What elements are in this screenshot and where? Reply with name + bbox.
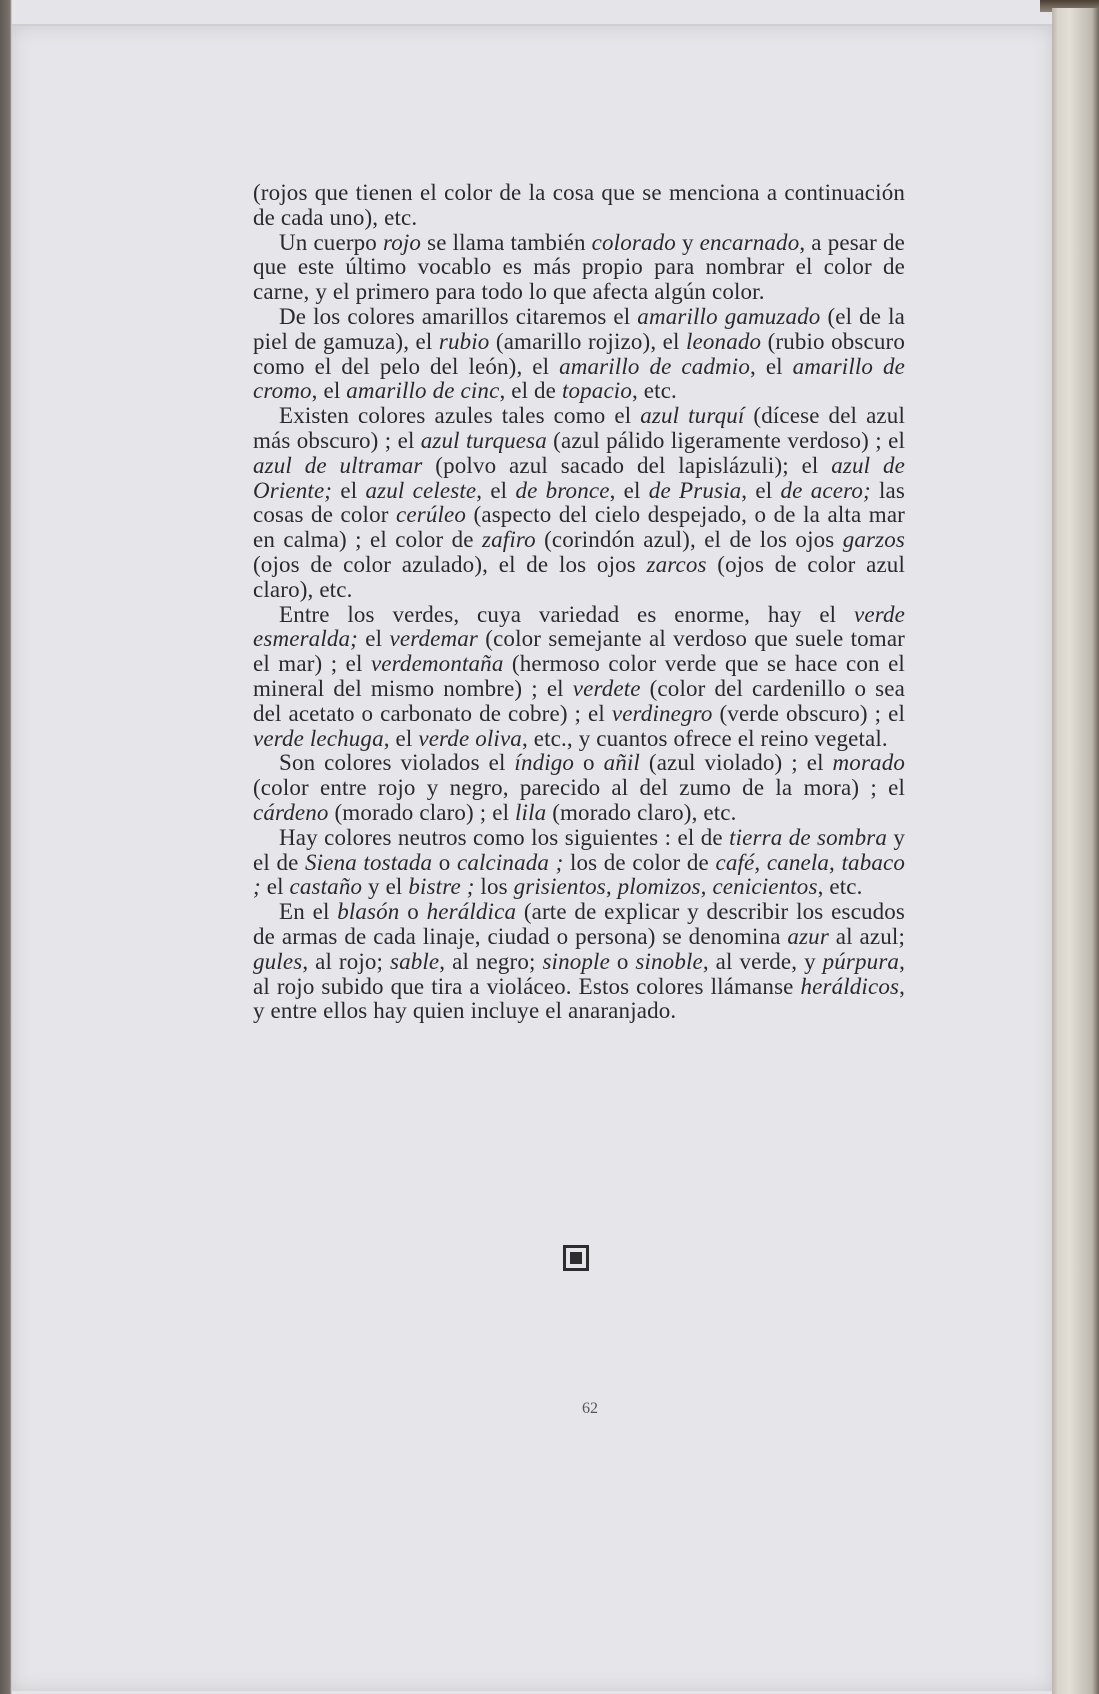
italic-term: tierra de sombra <box>729 824 887 850</box>
text-run: (color entre rojo y negro, parecido al del zumo de la mora) ; el <box>253 775 905 801</box>
text-run: o <box>574 750 604 776</box>
italic-term: verdemar <box>389 626 478 652</box>
text-run: (rubio obscuro como el del pelo del león), el <box>253 328 905 379</box>
italic-term: cárdeno <box>253 799 329 825</box>
italic-term: garzos <box>842 527 905 553</box>
text-run: (morado claro) ; el <box>328 799 516 825</box>
italic-term: grisientos, plomizos, cenicientos <box>513 874 818 900</box>
text-run: (azul violado) ; el <box>639 750 833 776</box>
italic-term: heráldicos <box>800 973 900 999</box>
italic-term: rojo <box>382 229 422 255</box>
text-run: y el <box>362 874 409 900</box>
paragraph <box>253 603 905 752</box>
text-run: el <box>260 874 290 900</box>
italic-term: verde oliva <box>418 725 522 751</box>
italic-term: sable <box>389 948 440 974</box>
text-run: , al negro; <box>439 948 543 974</box>
text-run: (polvo azul sacado del lapislázuli); el <box>422 452 832 478</box>
italic-term: morado <box>832 750 905 776</box>
text-run: De los colores amarillos citaremos el <box>279 303 638 329</box>
italic-term: lila <box>515 799 547 825</box>
text-run: al azul; <box>828 923 905 949</box>
text-run: (el de la piel de gamuza), el <box>253 303 905 354</box>
text-run: (color del cardenillo o sea del acetato o carbonato de cobre) ; el <box>253 675 905 726</box>
italic-term: verdemontaña <box>370 651 504 677</box>
italic-term: de acero; <box>780 477 871 503</box>
text-run: , etc. <box>817 874 863 900</box>
paragraph <box>253 305 905 404</box>
text-run: , el <box>741 477 781 503</box>
text-run: o <box>432 849 457 875</box>
text-run: y <box>675 229 700 255</box>
text-run: , y entre ellos hay quien incluye el anaranjado. <box>253 973 905 1024</box>
text-run: Un cuerpo <box>279 229 383 255</box>
italic-term: amarillo de cromo <box>253 353 905 404</box>
text-run: Entre los verdes, cuya variedad es enorme, hay el <box>279 601 855 627</box>
italic-term: topacio <box>561 378 632 404</box>
paragraph <box>253 826 905 900</box>
page-number: 62 <box>582 1400 598 1417</box>
paragraph <box>253 181 905 231</box>
text-run: (morado claro), etc. <box>546 799 737 825</box>
italic-term: azul turquesa <box>420 427 547 453</box>
text-run: , etc., y cuantos ofrece el reino vegetal. <box>521 725 888 751</box>
italic-term: púrpura <box>822 948 900 974</box>
italic-term: zafiro <box>482 527 536 553</box>
text-run: En el <box>279 899 338 925</box>
italic-term: azul turquí <box>640 403 745 429</box>
paragraph <box>253 751 905 825</box>
italic-term: sinople <box>542 948 610 974</box>
text-run: , al verde, y <box>702 948 823 974</box>
italic-term: leonado <box>686 328 762 354</box>
text-run: (hermoso color verde que se hace con el mineral del mismo nombre) ; el <box>253 651 905 701</box>
text-run: (color semejante al verdoso que suele tomar el mar) ; el <box>253 626 905 677</box>
italic-term: gules <box>253 948 303 974</box>
text-run: (dícese del azul más obscuro) ; el <box>253 403 905 453</box>
paragraph <box>253 900 905 1024</box>
italic-term: sinoble <box>635 948 703 974</box>
italic-term: añil <box>603 750 640 776</box>
italic-term: zarcos <box>646 551 707 577</box>
italic-term: amarillo gamuzado <box>637 303 821 329</box>
italic-term: rubio <box>438 328 490 354</box>
text-run: (ojos de color azulado), el de los ojos <box>253 551 647 577</box>
text-run: (azul pálido ligeramente verdoso) ; el <box>546 427 906 453</box>
text-run: , el <box>311 378 347 404</box>
text-run: Son colores violados el <box>279 750 515 776</box>
text-run: se llama también <box>421 229 592 255</box>
book-page-edge <box>1052 8 1099 1694</box>
italic-term: verde lechuga <box>253 725 384 751</box>
text-run: , el <box>609 477 649 503</box>
italic-term: calcinada ; <box>456 849 564 875</box>
text-run: Hay colores neutros como los siguientes : el de <box>279 824 730 850</box>
text-run: o <box>399 899 427 925</box>
italic-term: índigo <box>514 750 575 776</box>
italic-term: azul de Oriente; <box>253 452 905 503</box>
text-run: (rojos que tienen el color de la cosa que se menciona a continuación de cada uno), etc. <box>253 180 905 230</box>
text-run: el <box>357 626 390 652</box>
text-run: , al rojo subido que tira a violáceo. Estos colores llámanse <box>253 948 905 999</box>
italic-term: azul de ultramar <box>253 452 423 478</box>
italic-term: amarillo de cadmio <box>559 353 750 379</box>
italic-term: Siena tostada <box>305 849 433 875</box>
text-run: (amarillo rojizo), el <box>489 328 686 354</box>
paragraph <box>253 231 905 305</box>
italic-term: verdete <box>572 675 641 701</box>
italic-term: blasón <box>337 899 400 925</box>
italic-term: azul celeste <box>365 477 477 503</box>
italic-term: de bronce <box>515 477 610 503</box>
text-run: , al rojo; <box>302 948 390 974</box>
text-run: Existen colores azules tales como el <box>279 403 641 429</box>
italic-term: colorado <box>591 229 676 255</box>
italic-term: verde esmeralda; <box>253 601 905 652</box>
paragraph <box>253 404 905 602</box>
text-run: (aspecto del cielo despejado, o de la alta mar en calma) ; el color de <box>253 502 905 553</box>
italic-term: amarillo de cinc <box>346 378 500 404</box>
italic-term: bistre ; <box>408 874 475 900</box>
italic-term: café, canela, tabaco ; <box>253 849 906 900</box>
italic-term: azur <box>787 923 829 949</box>
italic-term: de Prusia <box>648 477 742 503</box>
text-run: , el <box>476 477 516 503</box>
text-run: los de color de <box>563 849 716 875</box>
text-run: el <box>332 477 366 503</box>
text-run: y el de <box>253 824 905 875</box>
text-run: o <box>609 948 636 974</box>
square-ornament-icon <box>563 1245 589 1271</box>
text-run: , el de <box>499 378 562 404</box>
text-run: (corindón azul), el de los ojos <box>535 527 843 553</box>
text-run: las cosas de color <box>253 477 905 528</box>
italic-term: heráldica <box>426 899 517 925</box>
text-run: (ojos de color azul claro), etc. <box>253 551 905 602</box>
italic-term: encarnado <box>699 229 800 255</box>
text-run: , el <box>750 353 793 379</box>
text-run: (verde obscuro) ; el <box>712 700 905 726</box>
italic-term: verdinegro <box>611 700 713 726</box>
text-run: , a pesar de que este último vocablo es más propio para nombrar el color de carne, y el primero para todo lo que afecta algún color. <box>253 229 906 305</box>
body-text <box>253 181 905 1024</box>
text-run: los <box>474 874 514 900</box>
italic-term: cerúleo <box>396 502 467 528</box>
text-run: , el <box>383 725 419 751</box>
italic-term: castaño <box>289 874 363 900</box>
text-run: , etc. <box>632 378 677 404</box>
text-run: (arte de explicar y describir los escudos de armas de cada linaje, ciudad o persona) se denomina <box>253 899 905 949</box>
